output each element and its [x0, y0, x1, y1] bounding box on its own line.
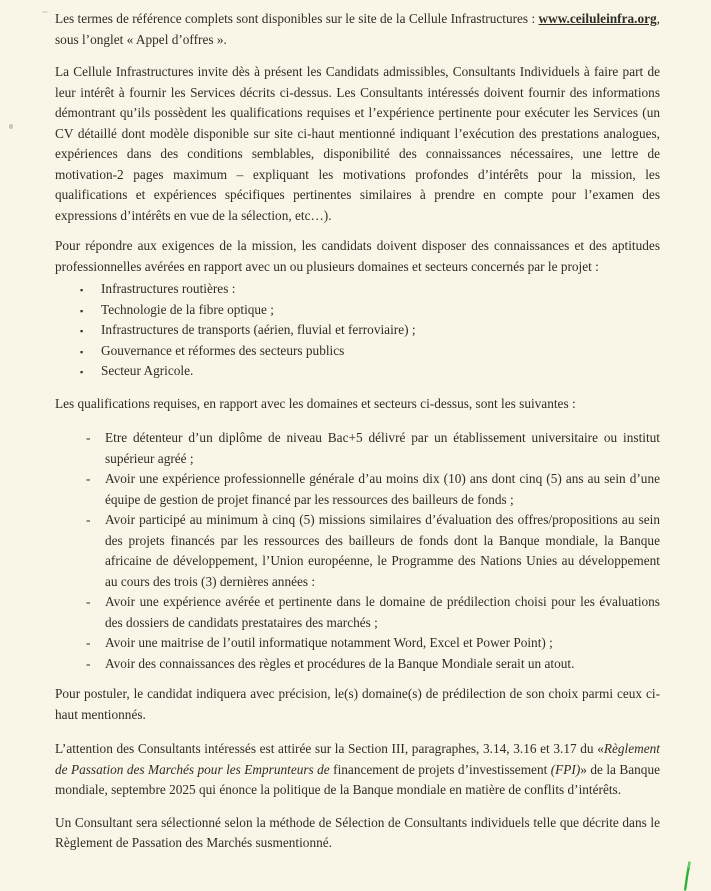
- scan-speck: [9, 124, 13, 129]
- reglement-title-italic: Règlement de Passation des Marchés pour les Emprunteurs de: [55, 741, 660, 777]
- fpi-abbrev-italic: (FPI): [550, 761, 581, 777]
- bullet-label: Infrastructures routières :: [101, 281, 236, 296]
- attention-text: financement de projets d’investissement: [329, 761, 551, 777]
- qualifications-list: [55, 428, 660, 674]
- website-link[interactable]: www.ceiluleinfra.org: [538, 11, 657, 26]
- qualification-item: [55, 469, 660, 510]
- bullet-label: Gouvernance et réformes des secteurs publics: [101, 342, 345, 358]
- green-pen-mark-icon: [679, 861, 693, 891]
- invitation-paragraph: La Cellule Infrastructures invite dès à présent les Candidats admissibles, Consultants Individuels à faire part de leur intérêt à fournir les Services décrits ci-dessus. Les Consultants intéressés doivent fournir des informations démontrant qu’ils possèdent les qualifications requises et l’expérience pertinente pour exécuter les Services (un CV détaillé dont modèle disponible sur site ci-haut mentionné indiquant l’exécution des prestations analogues, expériences dans des conditions semblables, disponibilité des connaissances nécessaires, une lettre de motivation-2 pages maximum – expliquant les motivations profondes d’intérêts pour la mission, les qualifications et expériences spécifiques pertinentes similaires à prendre en compte pour l’examen des expressions d’intérêts en vue de la sélection, etc…).: [55, 64, 660, 223]
- bullet-item: [55, 300, 660, 321]
- postuler-paragraph: Pour postuler, le candidat indiquera avec précision, le(s) domaine(s) de prédilection de son choix parmi ceux ci-haut mentionnés.: [55, 686, 660, 722]
- bullet-item: [55, 279, 660, 300]
- bullet-label: Technologie de la fibre optique ;: [101, 301, 274, 317]
- qualification-text: Avoir une expérience avérée et pertinente dans le domaine de prédilection choisi pour les évaluations des dossiers de candidats prestataires des marchés ;: [105, 594, 660, 630]
- qualification-text: Etre détenteur d’un diplôme de niveau Bac+5 délivré par un établissement universitaire ou institut supérieur agréé ;: [105, 430, 660, 466]
- dash-bullet-icon: -: [86, 594, 91, 609]
- square-bullet-icon: ▪: [80, 326, 84, 336]
- terms-paragraph: [55, 9, 660, 50]
- qualification-text: Avoir une expérience professionnelle générale d’au moins dix (10) ans dont cinq (5) ans au sein d’une équipe de gestion de projet financé par les ressources des bailleurs de fonds ;: [105, 471, 660, 507]
- bullet-label: Infrastructures de transports (aérien, fluvial et ferroviaire) ;: [101, 322, 416, 337]
- dash-bullet-icon: -: [86, 635, 91, 650]
- dash-bullet-icon: -: [86, 471, 91, 486]
- terms-text-after: , sous l’onglet « Appel d’offres ».: [55, 11, 660, 47]
- bullet-item: [55, 341, 660, 362]
- bullet-label: Secteur Agricole.: [101, 363, 194, 378]
- attention-paragraph: [55, 739, 660, 801]
- attention-text: L’attention des Consultants intéressés est attirée sur la Section III, paragraphes, 3.14, 3.16 et 3.17 du «: [55, 741, 604, 756]
- dash-bullet-icon: -: [86, 512, 91, 527]
- scan-speck: [42, 11, 48, 13]
- square-bullet-icon: ▪: [80, 367, 84, 377]
- qualification-item: [55, 633, 660, 654]
- square-bullet-icon: ▪: [80, 305, 84, 316]
- bullet-item: [55, 320, 660, 341]
- dash-bullet-icon: -: [86, 655, 91, 671]
- bullet-item: [55, 361, 660, 382]
- domains-intro-paragraph: Pour répondre aux exigences de la mission, les candidats doivent disposer des connaissances et des aptitudes professionnelles avérées en rapport avec un ou plusieurs domaines et secteurs concernés par le projet :: [55, 238, 660, 274]
- attention-text: » de la Banque mondiale, septembre 2025 qui énonce la politique de la Banque mondiale en matière de conflits d’intérêts.: [55, 761, 660, 797]
- square-bullet-icon: ▪: [80, 285, 84, 295]
- qualification-text: Avoir des connaissances des règles et procédures de la Banque Mondiale serait un atout.: [105, 655, 575, 671]
- square-bullet-icon: ▪: [80, 346, 84, 357]
- qualification-text: Avoir une maitrise de l’outil informatique notamment Word, Excel et Power Point) ;: [105, 635, 553, 650]
- qualification-item: [55, 428, 660, 469]
- qualifications-intro-paragraph: Les qualifications requises, en rapport avec les domaines et secteurs ci-dessus, sont les suivantes :: [55, 395, 576, 411]
- qualification-text: Avoir participé au minimum à cinq (5) missions similaires d’évaluation des offres/propositions au sein des projets financés par les ressources des bailleurs de fonds dont la Banque mondiale, la Banque africaine de développement, l’Union européenne, le Programme des Nations Unies au développement au cours des trois (3) dernières années :: [105, 512, 660, 589]
- dash-bullet-icon: -: [86, 430, 91, 445]
- terms-text-before: Les termes de référence complets sont disponibles sur le site de la Cellule Infrastructures :: [55, 11, 539, 26]
- domains-bullet-list: [55, 279, 660, 382]
- qualification-item: [55, 654, 660, 675]
- qualification-item: [55, 510, 660, 592]
- selection-paragraph: Un Consultant sera sélectionné selon la méthode de Sélection de Consultants individuels telle que décrite dans le Règlement de Passation des Marchés susmentionné.: [55, 814, 660, 850]
- qualification-item: [55, 592, 660, 633]
